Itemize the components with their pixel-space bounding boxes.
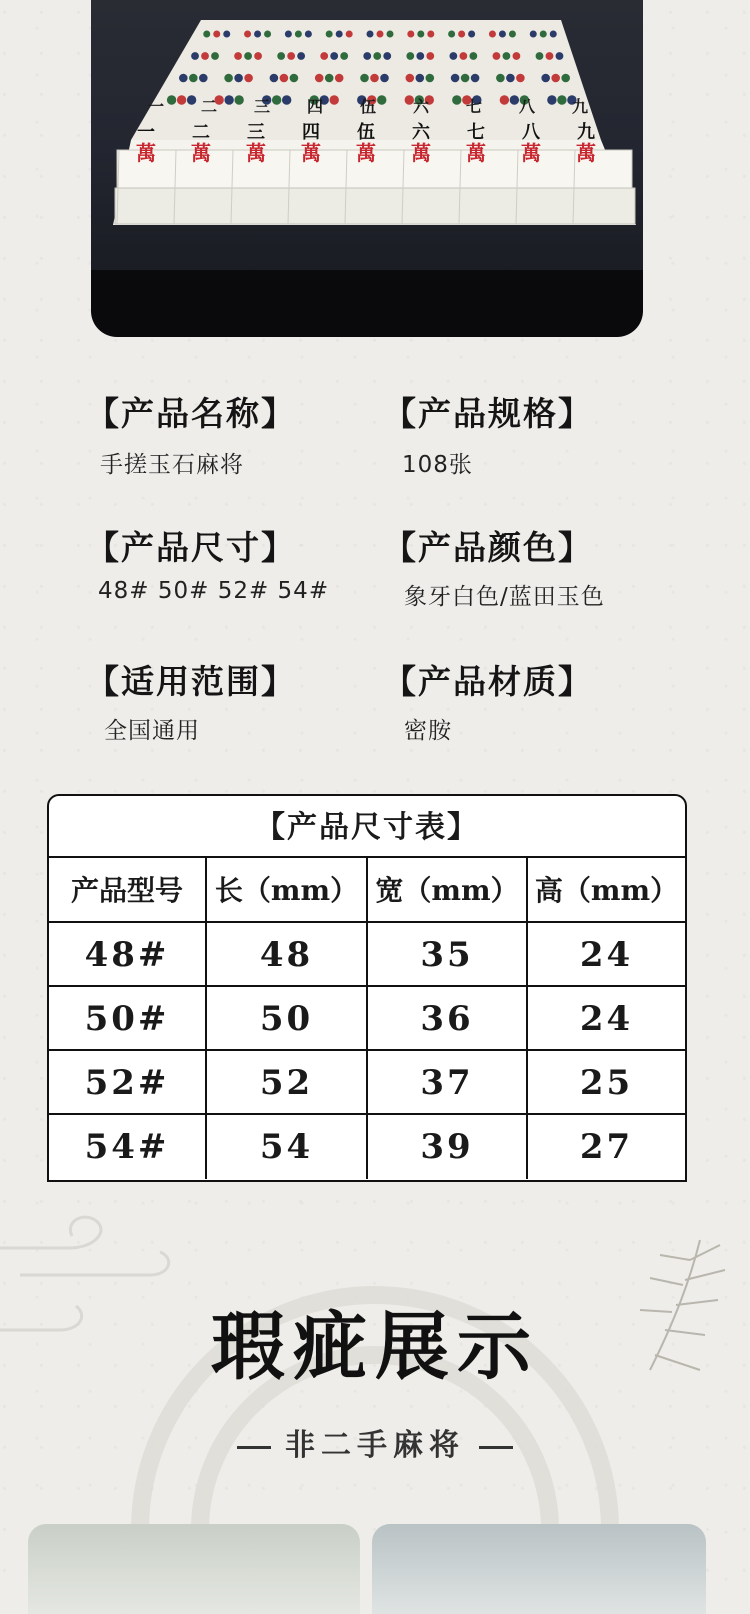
- tile-dot: [177, 95, 186, 104]
- size-table: [47, 794, 687, 1182]
- tile-number-char: 三: [253, 97, 271, 116]
- table-header-cell: 长（mm）: [207, 858, 368, 923]
- tile-dot: [373, 52, 381, 60]
- tile-dot: [234, 74, 243, 83]
- tile-dot: [264, 31, 271, 38]
- table-cell: 37: [368, 1051, 528, 1115]
- tile-number-char: 八: [522, 122, 540, 143]
- dash-left: [237, 1446, 271, 1449]
- size-table-title: 【产品尺寸表】: [49, 796, 685, 858]
- tile-number-char: 一: [137, 122, 155, 143]
- tile-dot: [277, 52, 285, 60]
- tile-dot: [297, 52, 305, 60]
- tile-dot: [449, 52, 457, 60]
- tile-dot: [417, 31, 424, 38]
- tile-number-char: 伍: [359, 97, 377, 116]
- product-color-title: 【产品颜色】: [383, 528, 593, 567]
- tile-dot: [451, 74, 460, 83]
- subtitle-text: 非二手麻将: [285, 1428, 465, 1463]
- product-size-title: 【产品尺寸】: [86, 528, 296, 567]
- tile-wan-char: 萬: [576, 141, 596, 165]
- tile-stack-front-lower: [115, 188, 635, 224]
- table-cell: 54: [207, 1115, 368, 1179]
- dash-right: [479, 1446, 513, 1449]
- tile-dot: [335, 74, 344, 83]
- tile-wan-char: 萬: [411, 141, 431, 165]
- tile-dot: [224, 74, 233, 83]
- tile-dot: [254, 31, 261, 38]
- tile-dot: [380, 74, 389, 83]
- tile-dot: [272, 95, 281, 104]
- table-cell: 35: [368, 923, 528, 987]
- product-spec-value: 108张: [402, 452, 473, 478]
- table-cell: 36: [368, 987, 528, 1051]
- tile-dot: [509, 31, 516, 38]
- tile-dot: [280, 74, 289, 83]
- tile-dot: [167, 95, 176, 104]
- tile-dot: [340, 52, 348, 60]
- product-material-value: 密胺: [404, 718, 452, 744]
- tile-dot: [223, 31, 230, 38]
- tile-dot: [550, 31, 557, 38]
- tile-dot: [234, 52, 242, 60]
- product-scope-title: 【适用范围】: [86, 662, 296, 701]
- tile-wan-char: 萬: [521, 141, 541, 165]
- section-subtitle: [0, 1420, 750, 1464]
- table-cell: 24: [528, 923, 685, 987]
- tile-dot: [530, 31, 537, 38]
- flaw-photo-2: [372, 1524, 706, 1614]
- tile-dot: [191, 52, 199, 60]
- tile-dot: [224, 95, 233, 104]
- tile-number-char: 二: [200, 97, 218, 116]
- tile-dot: [416, 52, 424, 60]
- table-cell: 48: [207, 923, 368, 987]
- tile-number-char: 三: [247, 122, 265, 143]
- table-cell: 52#: [49, 1051, 207, 1115]
- tile-dot: [415, 74, 424, 83]
- table-cell: 50#: [49, 987, 207, 1051]
- tile-dot: [326, 31, 333, 38]
- tile-dot: [546, 52, 554, 60]
- tile-dot: [201, 52, 209, 60]
- tile-dot: [427, 31, 434, 38]
- tile-dot: [469, 52, 477, 60]
- tile-number-char: 六: [412, 97, 430, 116]
- tile-dot: [377, 95, 386, 104]
- mahjong-tiles-illustration: [91, 0, 643, 337]
- size-table-grid: [49, 858, 685, 1179]
- tile-dot: [506, 74, 515, 83]
- tile-wan-char: 萬: [356, 141, 376, 165]
- tile-dot: [244, 52, 252, 60]
- tile-number-char: 八: [518, 97, 536, 116]
- table-cell: 27: [579, 1127, 634, 1167]
- tile-dot: [541, 74, 550, 83]
- section-title: 瑕疵展示: [211, 1304, 539, 1390]
- tile-dot: [551, 74, 560, 83]
- product-name-value: 手搓玉石麻将: [100, 452, 244, 478]
- tile-dot: [557, 95, 566, 104]
- tile-dot: [189, 74, 198, 83]
- tile-dot: [244, 74, 253, 83]
- table-cell: 50: [207, 987, 368, 1051]
- tile-dot: [199, 74, 208, 83]
- tile-dot: [377, 31, 384, 38]
- tile-number-char: 一: [147, 97, 165, 116]
- tile-number-char: 九: [571, 97, 589, 116]
- tile-dot: [547, 95, 556, 104]
- tile-dot: [187, 95, 196, 104]
- tile-number-char: 六: [412, 122, 430, 143]
- tile-dot: [330, 52, 338, 60]
- tile-dot: [211, 52, 219, 60]
- tile-dot: [363, 52, 371, 60]
- tile-number-char: 九: [577, 122, 595, 143]
- tile-dot: [270, 74, 279, 83]
- tile-dot: [305, 31, 312, 38]
- tile-dot: [367, 31, 374, 38]
- tile-number-char: 二: [192, 122, 210, 143]
- tile-wan-char: 萬: [246, 141, 266, 165]
- tile-wan-char: 萬: [191, 141, 211, 165]
- tile-dot: [320, 52, 328, 60]
- tile-dot: [556, 52, 564, 60]
- tile-dot: [536, 52, 544, 60]
- product-name-title: 【产品名称】: [86, 394, 296, 433]
- tile-number-char: 四: [302, 122, 320, 143]
- tile-dot: [285, 31, 292, 38]
- tile-dot: [213, 31, 220, 38]
- tile-dot: [290, 74, 299, 83]
- tile-dot: [540, 31, 547, 38]
- table-header-cell: 产品型号: [49, 858, 207, 923]
- tile-dot: [516, 74, 525, 83]
- tile-number-char: 七: [467, 122, 485, 143]
- tile-dot: [458, 31, 465, 38]
- tile-number-char: 四: [306, 97, 324, 116]
- flaw-photo-1: [28, 1524, 360, 1614]
- tile-dot: [468, 31, 475, 38]
- tile-dot: [360, 74, 369, 83]
- tile-dot: [496, 74, 505, 83]
- tile-dot: [452, 95, 461, 104]
- tile-dot: [203, 31, 210, 38]
- tile-dot: [244, 31, 251, 38]
- tile-dot: [370, 74, 379, 83]
- tile-dot: [346, 31, 353, 38]
- hero-product-photo: [91, 0, 643, 337]
- tile-dot: [489, 31, 496, 38]
- tile-dot: [254, 52, 262, 60]
- tile-dot: [330, 95, 339, 104]
- tile-wan-char: 萬: [466, 141, 486, 165]
- tile-dot: [500, 95, 509, 104]
- table-cell: 39: [368, 1115, 528, 1179]
- tile-dot: [510, 95, 519, 104]
- product-color-value: 象牙白色/蓝田玉色: [404, 584, 605, 610]
- tile-dot: [425, 74, 434, 83]
- table-cell: 54#: [49, 1115, 207, 1179]
- tile-dot: [325, 74, 334, 83]
- product-material-title: 【产品材质】: [383, 662, 593, 701]
- table-cell: 48#: [49, 923, 207, 987]
- tile-dot: [387, 31, 394, 38]
- tile-dot: [448, 31, 455, 38]
- product-scope-value: 全国通用: [104, 718, 200, 744]
- tile-dot: [461, 74, 470, 83]
- tile-dot: [179, 74, 188, 83]
- table-header-cell: 高（mm）: [528, 858, 685, 923]
- tile-dot: [471, 74, 480, 83]
- tile-wan-char: 萬: [136, 141, 156, 165]
- tile-dot: [513, 52, 521, 60]
- tile-number-char: 伍: [357, 122, 375, 143]
- table-cell: 24: [528, 987, 685, 1051]
- tile-dot: [493, 52, 501, 60]
- tile-dot: [561, 74, 570, 83]
- tile-dot: [287, 52, 295, 60]
- tile-dot: [499, 31, 506, 38]
- table-cell: 52: [207, 1051, 368, 1115]
- tile-dot: [336, 31, 343, 38]
- tile-dot: [234, 95, 243, 104]
- tile-wan-char: 萬: [301, 141, 321, 165]
- tile-dot: [295, 31, 302, 38]
- tile-number-char: 七: [465, 97, 483, 116]
- table-header-cell: 宽（mm）: [368, 858, 528, 923]
- tile-dot: [503, 52, 511, 60]
- tile-dot: [426, 52, 434, 60]
- tile-dot: [315, 74, 324, 83]
- table-cell: 25: [528, 1051, 685, 1115]
- product-spec-title: 【产品规格】: [383, 394, 593, 433]
- product-size-value: 48# 50# 52# 54#: [98, 578, 330, 604]
- tile-dot: [282, 95, 291, 104]
- tile-dot: [459, 52, 467, 60]
- tile-dot: [405, 74, 414, 83]
- tile-dot: [383, 52, 391, 60]
- tile-dot: [407, 31, 414, 38]
- tile-dot: [406, 52, 414, 60]
